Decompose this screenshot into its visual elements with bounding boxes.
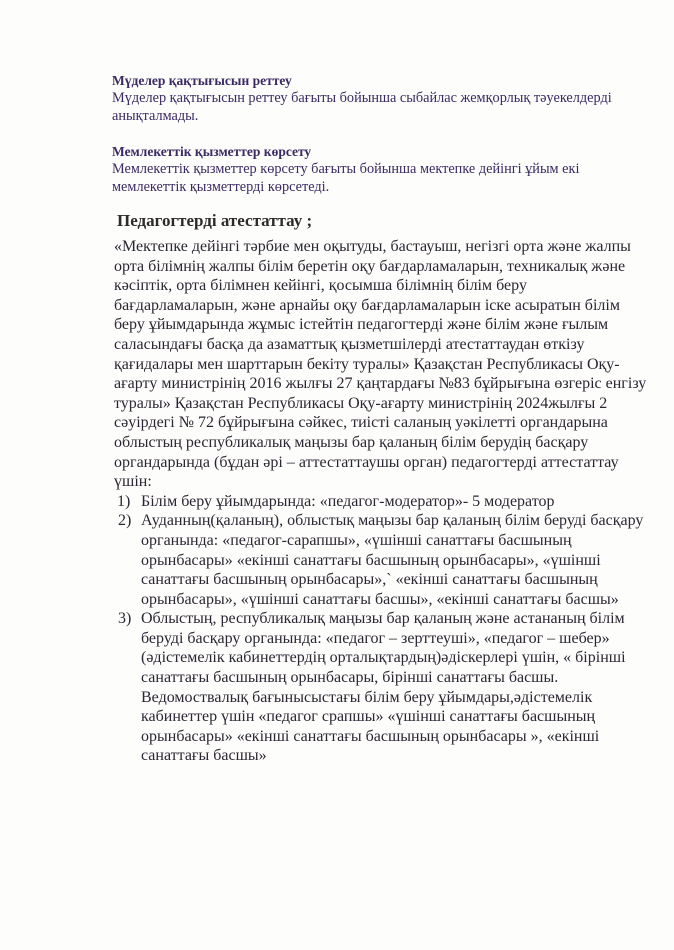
list-item-number: 2) [118, 512, 132, 530]
list-item-text: Ауданның(қаланың), облыстық маңызы бар қаланың білім беруді басқару органында: «педагог-сарапшы», «үшінші санаттағы басшының орынбасары» «екінші санаттағы басшының орынбасары», «үшінші санаттағы басшының орынбасары»,` «екінші санаттағы басшының орынбасары», «үшінші санаттағы басшы», «екінші санаттағы басшы» [141, 512, 644, 608]
list-item-number: 3) [118, 610, 132, 628]
list-item [114, 609, 654, 766]
attestation-list [114, 492, 654, 766]
attestation-intro: «Мектепке дейінгі тәрбие мен оқытуды, бастауыш, негізгі орта және жалпы орта білімнің жалпы білім беретін оқу бағдарламаларын, техникалық және кәсіптік, орта білімнен кейінгі, қосымша білімнің білім беру бағдарламаларын, және арнайы оқу бағдарламаларын іске асыратын білім беру ұйымдарында жұмыс істейтін педагогтерді және білім және ғылым саласындағы басқа да азаматтық қызметшілерді атестаттаудан өткізу қағидалары мен шарттарын бекіту туралы» Қазақстан Республикасы Оқу-ағарту министрінің 2016 жылғы 27 қаңтардағы №83 бұйрығына өзгеріс енгізу туралы» Қазақстан Республикасы Оқу-ағарту министрінің 2024жылғы 2 сәуірдегі № 72 бұйрығына сәйкес, тиісті саланың уәкілетті органдарына облыстың республикалық маңызы бар қаланың білім берудің басқару органдарында (бұдан әрі – аттестаттаушы орган) педагогтерді аттестаттау үшін: [114, 238, 647, 491]
attestation-body [114, 237, 654, 766]
section-body-public-services: Мемлекеттік қызметтер көрсету бағыты бойынша мектепке дейінгі ұйым екі мемлекеттік қызметтерді көрсетеді. [112, 161, 580, 195]
list-item-text: Облыстың, республикалық маңызы бар қаланың және астананың білім беруді басқару органында: «педагог – зерттеуші», «педагог – шебер» (әдістемелік кабинеттердің орталықтардың)әдіскерлері үшін, « бірінші санаттағы басшының орынбасары, бірінші санаттағы басшы. Ведомоствалық бағынысыстағы білім беру ұйымдары,әдістемелік кабинеттер үшін «педагог срапшы» «үшінші санаттағы басшының орынбасары» «екінші санаттағы басшының орынбасары », «екінші санаттағы басшы» [141, 610, 626, 765]
list-item [114, 511, 654, 609]
section-title-public-services: Мемлекеттік қызметтер көрсету [112, 144, 312, 159]
list-item [114, 492, 654, 512]
list-item-number: 1) [117, 492, 131, 510]
section-title-conflict-of-interest: Мүделер қақтығысын реттеу [112, 73, 292, 88]
section-body-conflict-of-interest: Мүделер қақтығысын реттеу бағыты бойынша сыбайлас жемқорлық тәуекелдерді анықталмады. [112, 90, 612, 124]
attestation-title: Педагогтерді атестаттау ; [117, 211, 313, 230]
list-item-text: Білім беру ұйымдарында: «педагог-модератор»- 5 модератор [141, 492, 555, 510]
